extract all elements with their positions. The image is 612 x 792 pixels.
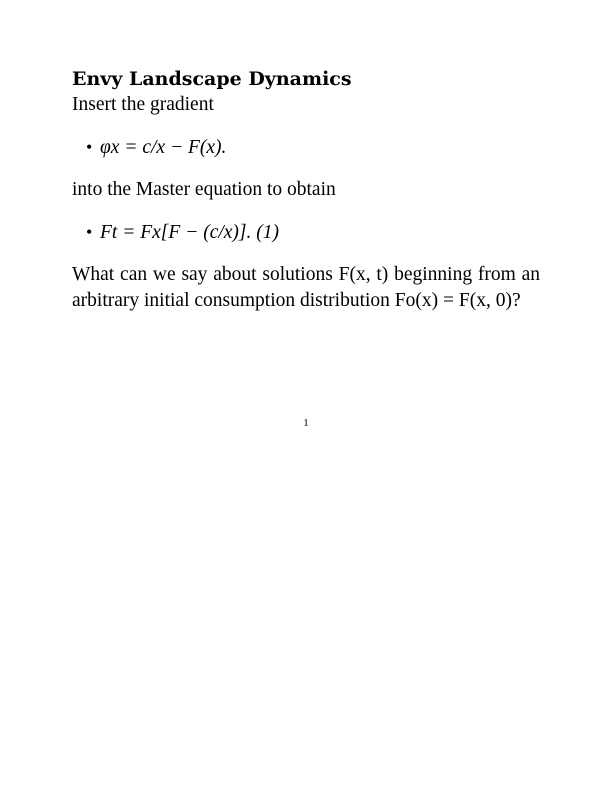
master-equation: Ft = Fx[F − (c/x)]. (1) [100,222,280,243]
bullet-list-gradient [72,134,540,161]
bullet-item-master [86,219,540,246]
section-title: Envy Landscape Dynamics [72,68,352,90]
gradient-equation: φx = c/x − F(x). [100,137,227,158]
bullet-item-gradient [86,134,540,161]
page-number: 1 [303,417,309,429]
intro-text: Insert the gradient [72,94,214,115]
middle-text: into the Master equation to obtain [72,179,336,200]
document-page [72,66,540,314]
question-text: What can we say about solutions F(x, t) beginning from an arbitrary initial consumption distribution Fo(x) = F(x, 0)? [72,264,540,311]
bullet-icon: • [86,137,93,157]
bullet-list-master [72,219,540,246]
bullet-icon: • [86,222,93,242]
